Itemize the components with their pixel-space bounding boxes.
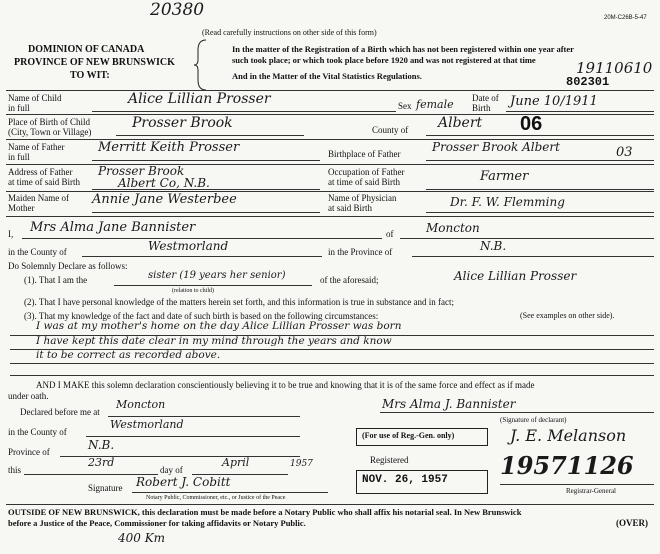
oath-line-1: AND I MAKE this solemn declaration conscientiously believing it to be true and knowing that it is of the same force and effect as if made [36,380,535,390]
underline [412,256,654,257]
divider [6,114,654,115]
address-value: Prosser Brook [98,164,185,178]
circumstance-line-1: I was at my mother's home on the day Alice Lillian Prosser was born [36,320,402,332]
matter-line-1: In the matter of the Registration of a Birth which has not been registered within one year after [232,44,574,54]
of-value: Moncton [426,221,480,235]
dominion-heading: DOMINION OF CANADA [28,44,145,55]
occupation-value: Farmer [480,169,529,184]
underline [92,212,320,213]
underline [426,135,654,136]
item-2: (2). That I have personal knowledge of the matters herein set forth, and this information is true in substance and in fact; [24,297,454,307]
divider [6,90,654,91]
item-1-value: sister (19 years her senior) [148,270,286,281]
physician-label: Name of Physician [328,193,397,203]
county-label-2: in the County of [8,247,67,257]
underline [82,256,322,257]
underline [426,189,654,190]
underline [132,492,328,493]
father-birthplace-value: Prosser Brook Albert [432,140,560,154]
declared-value: Moncton [116,398,166,411]
relation-note: (relation to child) [172,288,214,294]
i-label: I, [8,229,14,239]
signature-label: Signature [88,483,123,493]
county-value: Albert [438,115,483,131]
physician-value: Dr. F. W. Flemming [450,195,565,209]
underline [10,375,654,376]
county-value-2: Westmorland [148,239,229,253]
province-label: in the Province of [328,247,393,257]
item-3-note: (See examples on other side). [520,311,615,320]
child-name-value: Alice Lillian Prosser [128,91,271,107]
father-name-value: Merritt Keith Prosser [98,140,240,155]
signature-value: Robert J. Cobitt [136,475,231,489]
father-label: Name of Father [8,142,65,152]
dob-label-2: Birth [472,103,491,113]
footer-line-1: OUTSIDE OF NEW BRUNSWICK, this declaration must be made before a Notary Public who shall affix his notarial seal. In New Brunswick [8,507,522,517]
registration-number: 19571126 [500,451,634,480]
address-value-2: Albert Co, N.B. [118,176,210,190]
underline [108,416,300,417]
instruction-note: (Read carefully instructions on other side of this form) [202,28,377,37]
header-bracket [194,40,214,90]
underline [426,160,654,161]
bottom-note: 400 Km [118,531,166,545]
father-label-2: in full [8,152,30,162]
circumstance-line-2: I have kept this date clear in my mind through the years and know [36,335,392,347]
sex-value: female [416,98,454,111]
dob-value: June 10/1911 [510,94,598,109]
county-label-3: in the County of [8,427,67,437]
underline [92,189,320,190]
to-wit-heading: TO WIT: [70,70,110,81]
underline [86,436,300,437]
of-label: of [386,229,394,239]
province-label-2: Province of [8,447,50,457]
month-value: April [222,456,250,469]
registrar-label: Registrar-General [566,487,617,495]
matter-line-2: such took place; or which took place before 1920 and was not registered at that time [232,55,536,65]
place-value: Prosser Brook [132,115,233,131]
declarant-signature-label: (Signature of declarant) [500,416,567,424]
dob-label: Date of [472,93,499,103]
notary-note: Notary Public, Commissioner, etc., or Justice of the Peace [146,495,286,501]
underline [10,363,654,364]
address-label-2: at time of said Birth [8,177,80,187]
form-code: 20M-C26B-5-47 [604,15,647,21]
sex-label: Sex [398,101,412,111]
day-value: 23rd [88,456,115,469]
annotation-topleft: 20380 [150,0,205,20]
father-birthplace-label: Birthplace of Father [328,149,401,159]
divider [6,504,654,505]
place-label-2: (City, Town or Village) [8,127,92,137]
year-value: 1957 [290,459,313,469]
occupation-label-2: at time of said Birth [328,177,400,187]
underline [426,212,654,213]
registrar-signature: J. E. Melanson [510,426,627,445]
item-3: (3). That my knowledge of the fact and date of such birth is based on the following circumstances: [24,311,379,321]
solemn-declare: Do Solemnly Declare as follows: [8,261,128,271]
physician-label-2: at said Birth [328,203,372,213]
county-code: 06 [520,113,543,135]
underline [92,111,396,112]
declared-label: Declared before me at [20,407,100,417]
underline [92,160,320,161]
province-value-2: N.B. [88,438,115,452]
underline [506,111,654,112]
maiden-label-2: Mother [8,203,35,213]
child-name-label-2: in full [8,103,30,113]
divider [6,216,654,217]
stamp-number: 802301 [566,75,610,89]
matter-line-3: And in the Matter of the Vital Statistics Regulations. [232,71,422,81]
day-label: day of [160,465,183,475]
footer-code: (OVER) [616,518,648,528]
circumstance-line-3: it to be correct as recorded above. [36,349,221,361]
underline [114,285,312,286]
occupation-label: Occupation of Father [328,167,405,177]
address-label: Address of Father [8,167,73,177]
province-value: N.B. [480,239,507,253]
maiden-label: Maiden Name of [8,193,69,203]
item-1: (1). That I am the [24,275,88,285]
county-value-3: Westmorland [110,418,184,431]
underline [400,238,654,239]
place-label: Place of Birth of Child [8,117,90,127]
this-label: this [8,465,22,475]
oath-line-2: under oath. [8,391,49,401]
declarant-value: Mrs Alma Jane Bannister [30,220,196,235]
maiden-value: Annie Jane Westerbee [92,192,237,207]
footer-line-2: before a Justice of the Peace, Commissioner for taking affidavits or Notary Public. [8,518,306,528]
declarant-signature: Mrs Alma J. Bannister [382,397,516,411]
handwritten-number: 19110610 [576,59,653,77]
underline [500,484,654,485]
reg-gen-label: (For use of Reg.-Gen. only) [362,431,455,440]
underline [380,412,654,413]
item-1-name: Alice Lillian Prosser [454,269,577,283]
county-label: County of [372,125,409,135]
father-code: 03 [616,145,633,160]
item-1-suffix: of the aforesaid; [320,275,379,285]
province-heading: PROVINCE OF NEW BRUNSWICK [14,57,175,68]
child-name-label: Name of Child [8,93,62,103]
underline [116,135,304,136]
date-stamp: NOV. 26, 1957 [362,474,448,486]
registered-label: Registered [370,455,409,465]
